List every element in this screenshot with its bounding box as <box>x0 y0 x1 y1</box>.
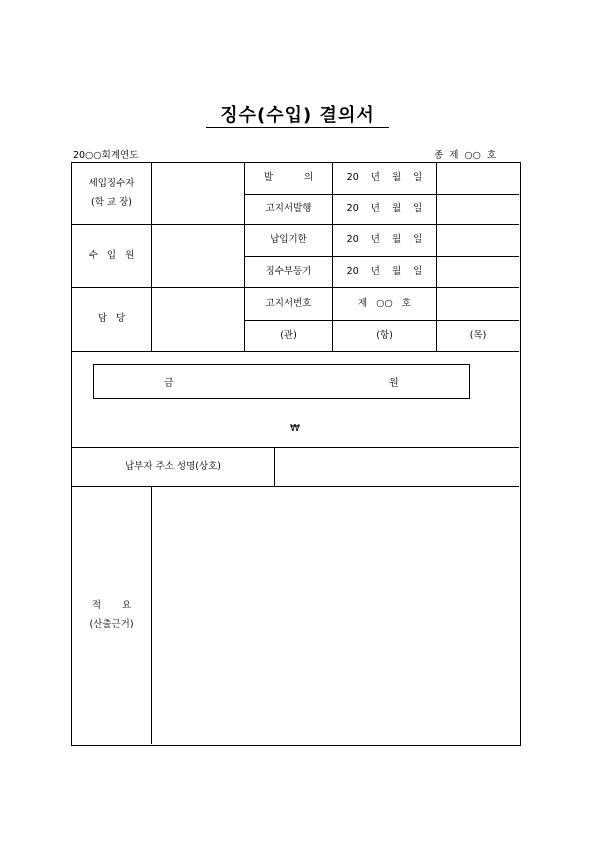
proposal-sign-field[interactable] <box>437 163 519 194</box>
divider <box>72 351 519 352</box>
page-title: 징수(수입) 결의서 <box>220 105 375 126</box>
notice-issue-label: 고지서발행 <box>265 203 312 215</box>
summary-sublabel: (산출근거) <box>89 618 134 630</box>
notice-issue-sign-field[interactable] <box>437 195 519 224</box>
payment-deadline-sign-field[interactable] <box>437 225 519 256</box>
notice-number-field[interactable]: 제 ○○ 호 <box>358 297 411 309</box>
collector-sublabel: (학 교 장) <box>91 196 132 208</box>
payment-deadline-label: 납입기한 <box>270 234 307 246</box>
amount-unit: 원 <box>389 378 399 389</box>
proposal-date-field[interactable]: 20 년 월 일 <box>346 172 423 184</box>
collector-signature-field[interactable] <box>152 163 244 224</box>
notice-number-sign-field[interactable] <box>437 288 519 320</box>
collector-label-cell <box>72 163 151 224</box>
won-sign: ₩ <box>290 423 300 434</box>
ledger-entry-sign-field[interactable] <box>437 257 519 287</box>
budget-hang-label: (항) <box>376 329 393 341</box>
notice-issue-date-field[interactable]: 20 년 월 일 <box>346 203 423 215</box>
payment-deadline-date-field[interactable]: 20 년 월 일 <box>346 234 423 246</box>
proposal-label: 발 의 <box>263 172 314 184</box>
payer-field[interactable] <box>275 448 519 486</box>
amount-label: 금 <box>164 378 174 389</box>
title-underline <box>206 127 389 128</box>
budget-mok-label: (목) <box>469 329 487 341</box>
fiscal-year: 20○○회계연도 <box>73 150 139 161</box>
person-in-charge-signature-field[interactable] <box>152 288 244 351</box>
summary-label: 적 요 <box>91 600 132 612</box>
income-officer-label: 수 입 원 <box>88 249 135 261</box>
income-officer-signature-field[interactable] <box>152 225 244 287</box>
amount-box[interactable] <box>93 364 470 399</box>
payer-label: 납부자 주소 성명(상호) <box>124 460 222 472</box>
notice-number-label: 고지서번호 <box>265 297 312 309</box>
collector-label: 세입징수자 <box>88 178 135 190</box>
ledger-entry-label: 징수부등기 <box>265 265 312 277</box>
person-in-charge-label: 담 당 <box>97 313 126 325</box>
ledger-entry-date-field[interactable]: 20 년 월 일 <box>346 265 423 277</box>
summary-field[interactable] <box>152 487 519 744</box>
summary-label-cell <box>72 487 151 744</box>
document-number: 종 제 ○○ 호 <box>434 150 497 161</box>
budget-gwan-label: (관) <box>280 329 297 341</box>
